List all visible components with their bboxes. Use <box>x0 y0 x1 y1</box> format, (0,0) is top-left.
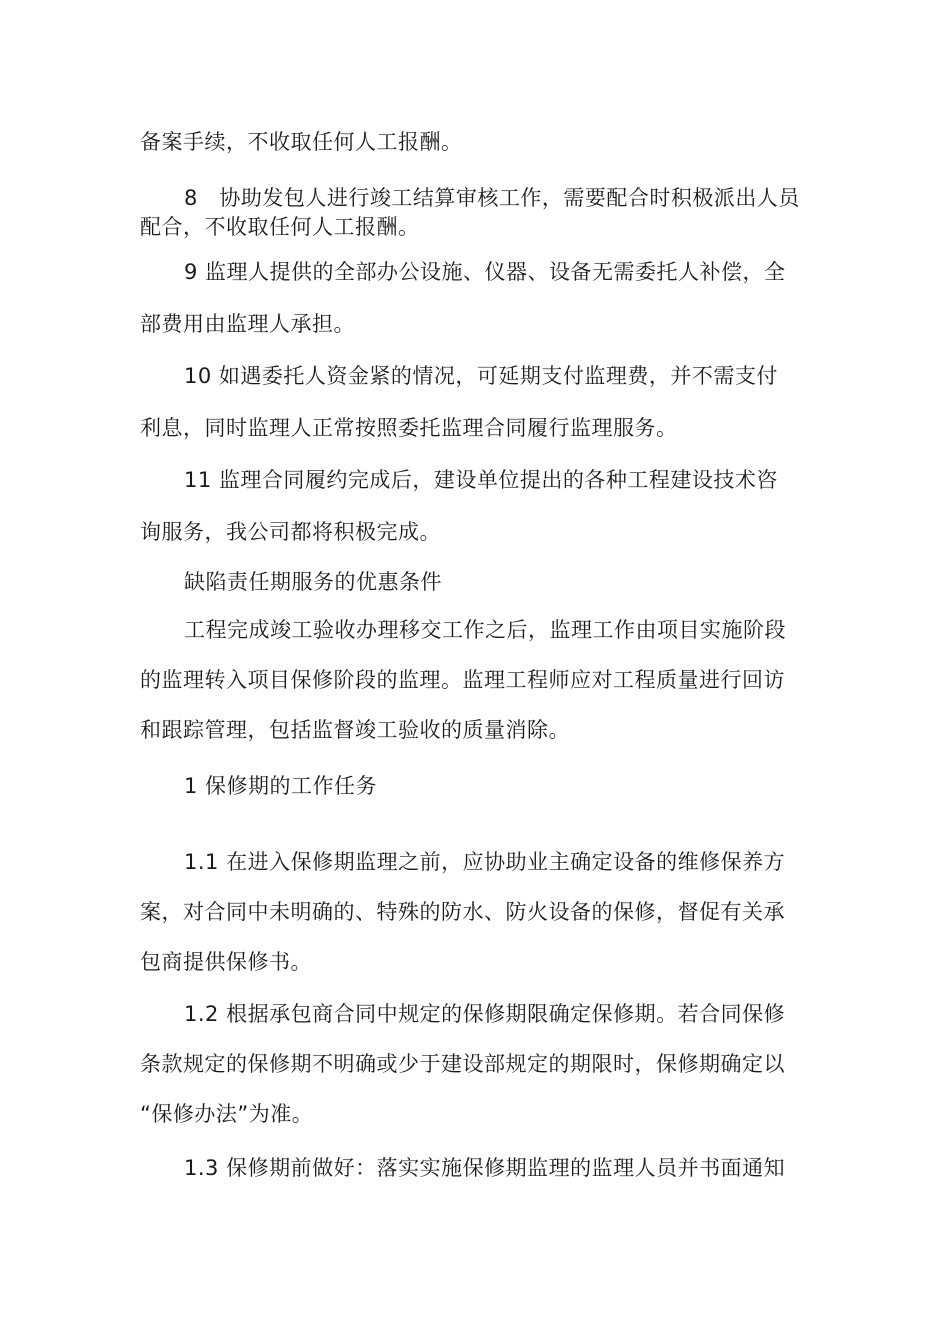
section-heading: 1 保修期的工作任务 <box>184 774 378 798</box>
text-line: 10 如遇委托人资金紧的情况，可延期支付监理费，并不需支付 <box>184 364 778 388</box>
section-heading: 缺陷责任期服务的优惠条件 <box>184 570 442 594</box>
text-line: 1.2 根据承包商合同中规定的保修期限确定保修期。若合同保修 <box>184 1002 786 1026</box>
text-line: 包商提供保修书。 <box>140 950 312 974</box>
text-line: “保修办法”为准。 <box>140 1102 314 1126</box>
text-line: 利息，同时监理人正常按照委托监理合同履行监理服务。 <box>140 416 678 440</box>
text-line: 1.3 保修期前做好：落实实施保修期监理的监理人员并书面通知 <box>184 1156 786 1180</box>
text-line: 询服务，我公司都将积极完成。 <box>140 520 441 544</box>
text-line: 和跟踪管理，包括监督竣工验收的质量消除。 <box>140 718 570 742</box>
text-line: 部费用由监理人承担。 <box>140 312 355 336</box>
text-line: 1.1 在进入保修期监理之前，应协助业主确定设备的维修保养方 <box>184 850 786 874</box>
text-line: 条款规定的保修期不明确或少于建设部规定的期限时，保修期确定以 <box>140 1052 785 1076</box>
text-line: 工程完成竣工验收办理移交工作之后，监理工作由项目实施阶段 <box>184 618 786 642</box>
text-line: 11 监理合同履约完成后，建设单位提出的各种工程建设技术咨 <box>184 468 778 492</box>
text-line: 的监理转入项目保修阶段的监理。监理工程师应对工程质量进行回访 <box>140 668 785 692</box>
text-line: 8 协助发包人进行竣工结算审核工作，需要配合时积极派出人员 <box>184 186 800 210</box>
text-line: 9 监理人提供的全部办公设施、仪器、设备无需委托人补偿，全 <box>184 260 786 284</box>
text-line: 案，对合同中未明确的、特殊的防水、防火设备的保修，督促有关承 <box>140 900 785 924</box>
text-line: 配合，不收取任何人工报酬。 <box>140 215 420 239</box>
text-line: 备案手续，不收取任何人工报酬。 <box>140 130 463 154</box>
